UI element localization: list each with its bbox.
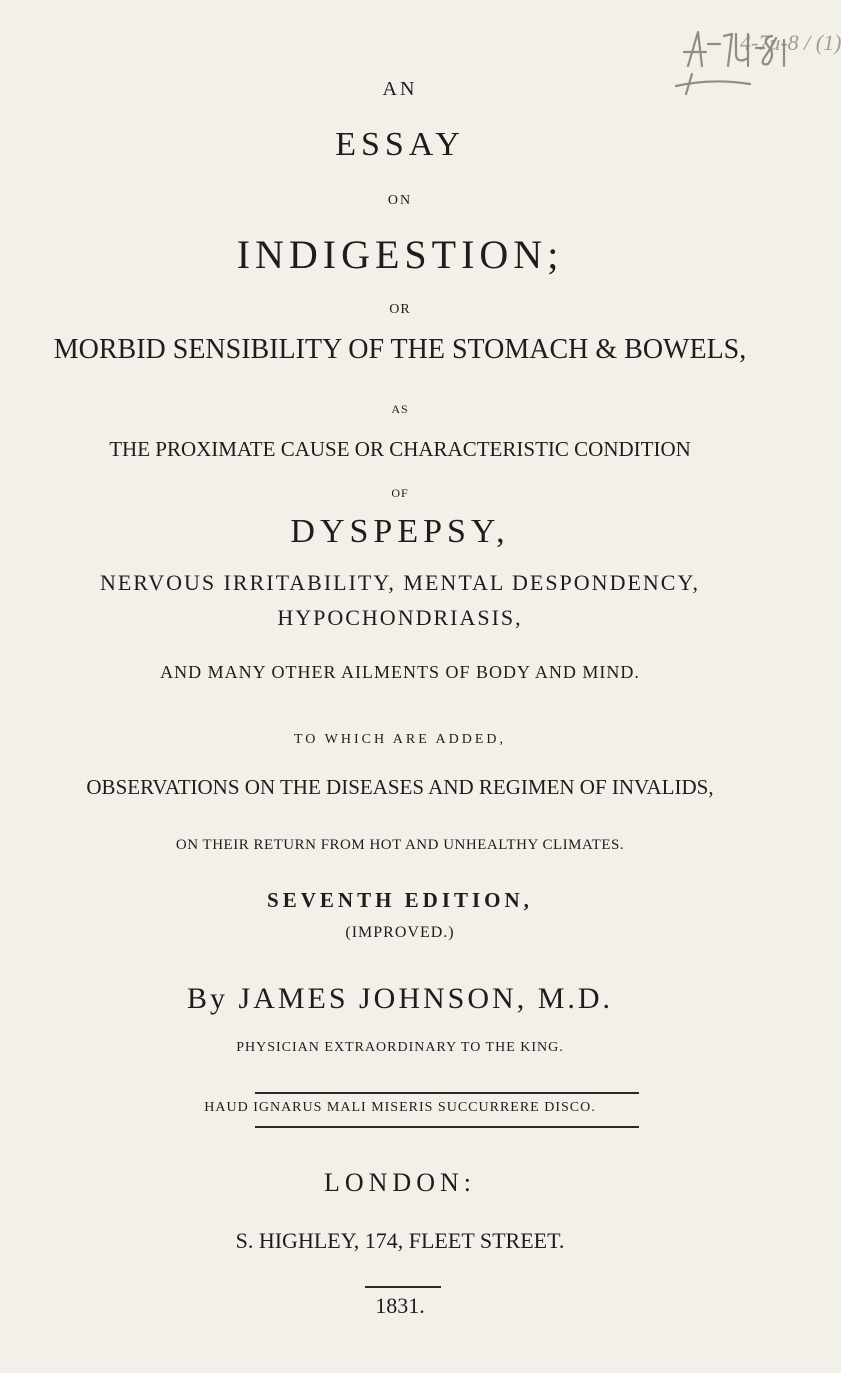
imprint-publisher: S. HIGHLEY, 174, FLEET STREET. xyxy=(235,1228,565,1253)
motto-rule-bottom xyxy=(255,1126,639,1128)
imprint-year: 1831. xyxy=(375,1293,425,1318)
title-dyspepsy: DYSPEPSY, xyxy=(290,513,510,550)
subtitle-morbid-sensibility: MORBID SENSIBILITY OF THE STOMACH & BOWELS, xyxy=(53,334,747,365)
motto-rule-top xyxy=(255,1092,639,1094)
year-rule xyxy=(365,1286,441,1288)
main-title-indigestion: INDIGESTION; xyxy=(236,232,564,277)
imprint-city: LONDON: xyxy=(324,1168,476,1197)
subtitle-hypochondriasis: HYPOCHONDRIASIS, xyxy=(277,605,523,630)
subtitle-proximate-cause: THE PROXIMATE CAUSE OR CHARACTERISTIC CONDITION xyxy=(109,437,691,461)
connector-or: OR xyxy=(389,302,411,317)
connector-as: AS xyxy=(391,402,409,416)
pencil-annotation: 4-7u-8 / (1) xyxy=(740,30,841,55)
edition-label: SEVENTH EDITION, xyxy=(267,888,533,912)
connector-of: OF xyxy=(391,486,409,500)
edition-improved: (IMPROVED.) xyxy=(345,924,455,941)
author-line: By JAMES JOHNSON, M.D. xyxy=(186,982,614,1015)
subtitle-return-climates: ON THEIR RETURN FROM HOT AND UNHEALTHY CLIMATES. xyxy=(175,837,625,853)
motto: HAUD IGNARUS MALI MISERIS SUCCURRERE DISCO. xyxy=(204,1100,596,1115)
connector-added: TO WHICH ARE ADDED, xyxy=(293,732,507,747)
author-title: PHYSICIAN EXTRAORDINARY TO THE KING. xyxy=(236,1040,564,1055)
heading-on: ON xyxy=(387,193,413,208)
heading-essay: ESSAY xyxy=(335,126,465,163)
subtitle-nervous-irritability: NERVOUS IRRITABILITY, MENTAL DESPONDENCY, xyxy=(99,570,701,595)
heading-an: AN xyxy=(382,78,418,100)
subtitle-observations: OBSERVATIONS ON THE DISEASES AND REGIMEN OF INVALIDS, xyxy=(86,775,714,799)
subtitle-many-ailments: AND MANY OTHER AILMENTS OF BODY AND MIND. xyxy=(160,662,640,682)
